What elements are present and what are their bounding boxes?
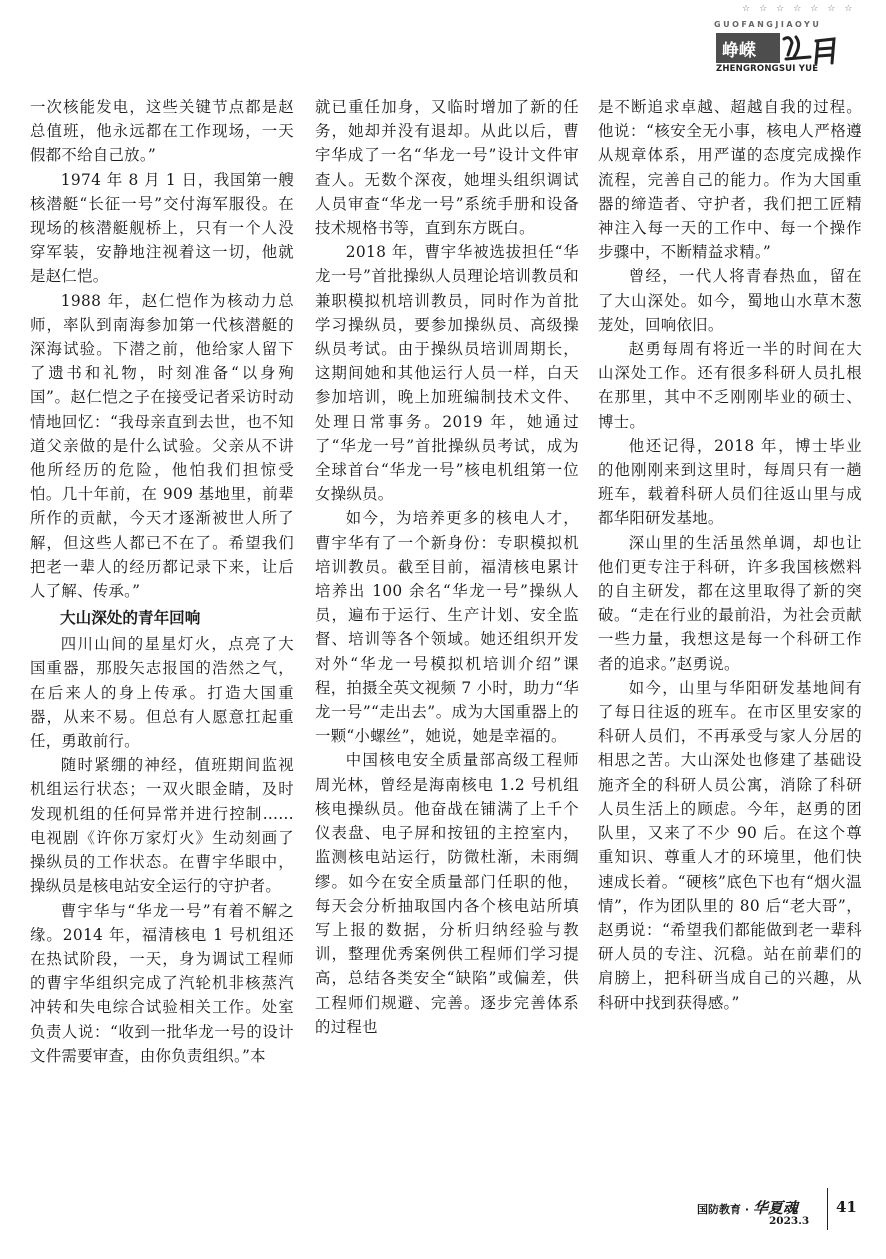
article-column-1 [30, 95, 294, 1068]
paragraph: 四川山间的星星灯火，点亮了大国重器，那股矢志报国的浩然之气，在后来人的身上传承。打造大国重器，从来不易。但总有人愿意扛起重任，勇敢前行。 [30, 635, 294, 751]
paragraph: 曹宇华与“华龙一号”有着不解之缘。2014 年，福清核电 1 号机组还在热试阶段，一天，身为调试工程师的曹宇华组织完成了汽轮机非核蒸汽冲转和失电综合试验相关工作。处室负责人说：“收到一批华龙一号的设计文件需要审查，由你负责组织。”本 [30, 901, 294, 1065]
paragraph: 1988 年，赵仁恺作为核动力总师，率队到南海参加第一代核潜艇的深海试验。下潜之前，他给家人留下了遗书和礼物，时刻准备“以身殉国”。赵仁恺之子在接受记者采访时动情地回忆：“我母亲直到去世，也不知道父亲做的是什么试验。父亲从不讲他所经历的危险，他怕我们担惊受怕。几十年前，在 909 基地里，前辈所作的贡献，今天才逐渐被世人所了解，但这些人都已不在了。希望我们把老一辈人的经历都记录下来，让后人了解、传承。” [30, 291, 294, 601]
column-title-pinyin: ZHENGRONGSUI YUE [716, 64, 819, 74]
paragraph: 如今，为培养更多的核电人才，曹宇华有了一个新身份：专职模拟机培训教员。截至目前，福清核电累计培养出 100 余名“华龙一号”操纵人员，遍布于运行、生产计划、安全监督、培训等各个领域。她还组织开发对外“华龙一号模拟机培训介绍”课程，拍摄全英文视频 7 小时，助力“华龙一号”“走出去”。成为大国重器上的一颗“小螺丝”，她说，她是幸福的。 [315, 509, 580, 746]
paragraph: 一次核能发电，这些关键节点都是赵总值班，他永远都在工作现场，一天假都不给自己放。” [30, 98, 294, 165]
header-pinyin: GUOFANGJIAOYU [714, 20, 822, 29]
paragraph: 中国核电安全质量部高级工程师周光林，曾经是海南核电 1.2 号机组核电操纵员。他奋战在铺满了上千个仪表盘、电子屏和按钮的主控室内，监测核电站运行，防微杜渐，未雨绸缪。如今在安全质量部门任职的他，每天会分析抽取国内各个核电站所填写上报的数据，分析归纳经验与教训，整理优秀案例供工程师们学习提高，总结各类安全“缺陷”或偏差，供工程师们规避、完善。逐步完善体系的过程也 [315, 751, 579, 1036]
column-logo-box [716, 33, 780, 63]
paragraph: 他还记得，2018 年，博士毕业的他刚刚来到这里时，每周只有一趟班车，载着科研人员们往返山里与成都华阳研发基地。 [598, 436, 862, 528]
paragraph: 如今，山里与华阳研发基地间有了每日往返的班车。在市区里安家的科研人员们，不再承受与家人分居的相思之苦。大山深处也修建了基础设施齐全的科研人员公寓，消除了科研人员生活上的顾虑。今年，赵勇的团队里，又来了不少 90 后。在这个尊重知识、尊重人才的环境里，他们快速成长着。“硬核”底色下也有“烟火温情”，作为团队里的 80 后“老大哥”，赵勇说：“希望我们都能做到老一辈科研人员的专注、沉稳。站在前辈们的肩膀上，把科研当成自己的兴趣，从科研中找到获得感。” [598, 678, 862, 1012]
page-number: 41 [836, 1198, 857, 1216]
column-title: 峥嵘 [722, 41, 756, 61]
paragraph: 随时紧绷的神经，值班期间监视机组运行状态；一双火眼金睛，及时发现机组的任何异常并进行控制……电视剧《许你万家灯火》生动刻画了操纵员的工作状态。在曹宇华眼中，操纵员是核电站安全运行的守护者。 [30, 756, 294, 896]
journal-title: 华夏魂 [752, 1199, 798, 1217]
paragraph: 1974 年 8 月 1 日，我国第一艘核潜艇“长征一号”交付海军服役。在现场的核潜艇舰桥上，只有一个人没穿军装，安静地注视着这一切，他就是赵仁恺。 [30, 170, 294, 286]
decorative-stars: ☆☆☆☆☆☆☆ [742, 4, 862, 14]
issue-number: 2023.3 [769, 1215, 810, 1227]
journal-prefix: 国防教育 · [697, 1203, 753, 1216]
article-column-3 [598, 95, 862, 1015]
section-heading: 大山深处的青年回响 [60, 609, 201, 628]
paragraph: 深山里的生活虽然单调，却也让他们更专注于科研，许多我国核燃料的自主研发，都在这里取得了新的突破。“走在行业的最前沿，为社会贡献一些力量，我想这是每一个科研工作者的追求。”赵勇说。 [598, 533, 862, 673]
paragraph: 赵勇每周有将近一半的时间在大山深处工作。还有很多科研人员扎根在那里，其中不乏刚刚毕业的硕士、博士。 [598, 340, 862, 431]
footer-divider [827, 1188, 828, 1230]
article-column-2 [315, 95, 579, 1039]
paragraph: 就已重任加身，又临时增加了新的任务，她却并没有退却。从此以后，曹宇华成了一名“华龙一号”设计文件审查人。无数个深夜，她埋头组织调试人员审查“华龙一号”系统手册和设备技术规格书等，直到东方既白。 [315, 98, 579, 238]
paragraph: 曾经，一代人将青春热血，留在了大山深处。如今，蜀地山水草木葱茏处，回响依旧。 [598, 267, 862, 334]
paragraph: 2018 年，曹宇华被选拔担任“华龙一号”首批操纵人员理论培训教员和兼职模拟机培训教员，同时作为首批学习操纵员，要参加操纵员、高级操纵员考试。由于操纵员培训周期长，这期间她和其他运行人员一样，白天参加培训，晚上加班编制技术文件、处理日常事务。2019 年，她通过了“华龙一号”首批操纵员考试，成为全球首台“华龙一号”核电机组第一位女操纵员。 [315, 243, 579, 504]
paragraph: 是不断追求卓越、超越自我的过程。他说：“核安全无小事，核电人严格遵从规章体系，用严谨的态度完成操作流程，完善自己的能力。作为大国重器的缔造者、守护者，我们把工匠精神注入每一天的工作中、每一个操作步骤中，不断精益求精。” [598, 98, 862, 262]
column-logo [716, 33, 862, 75]
